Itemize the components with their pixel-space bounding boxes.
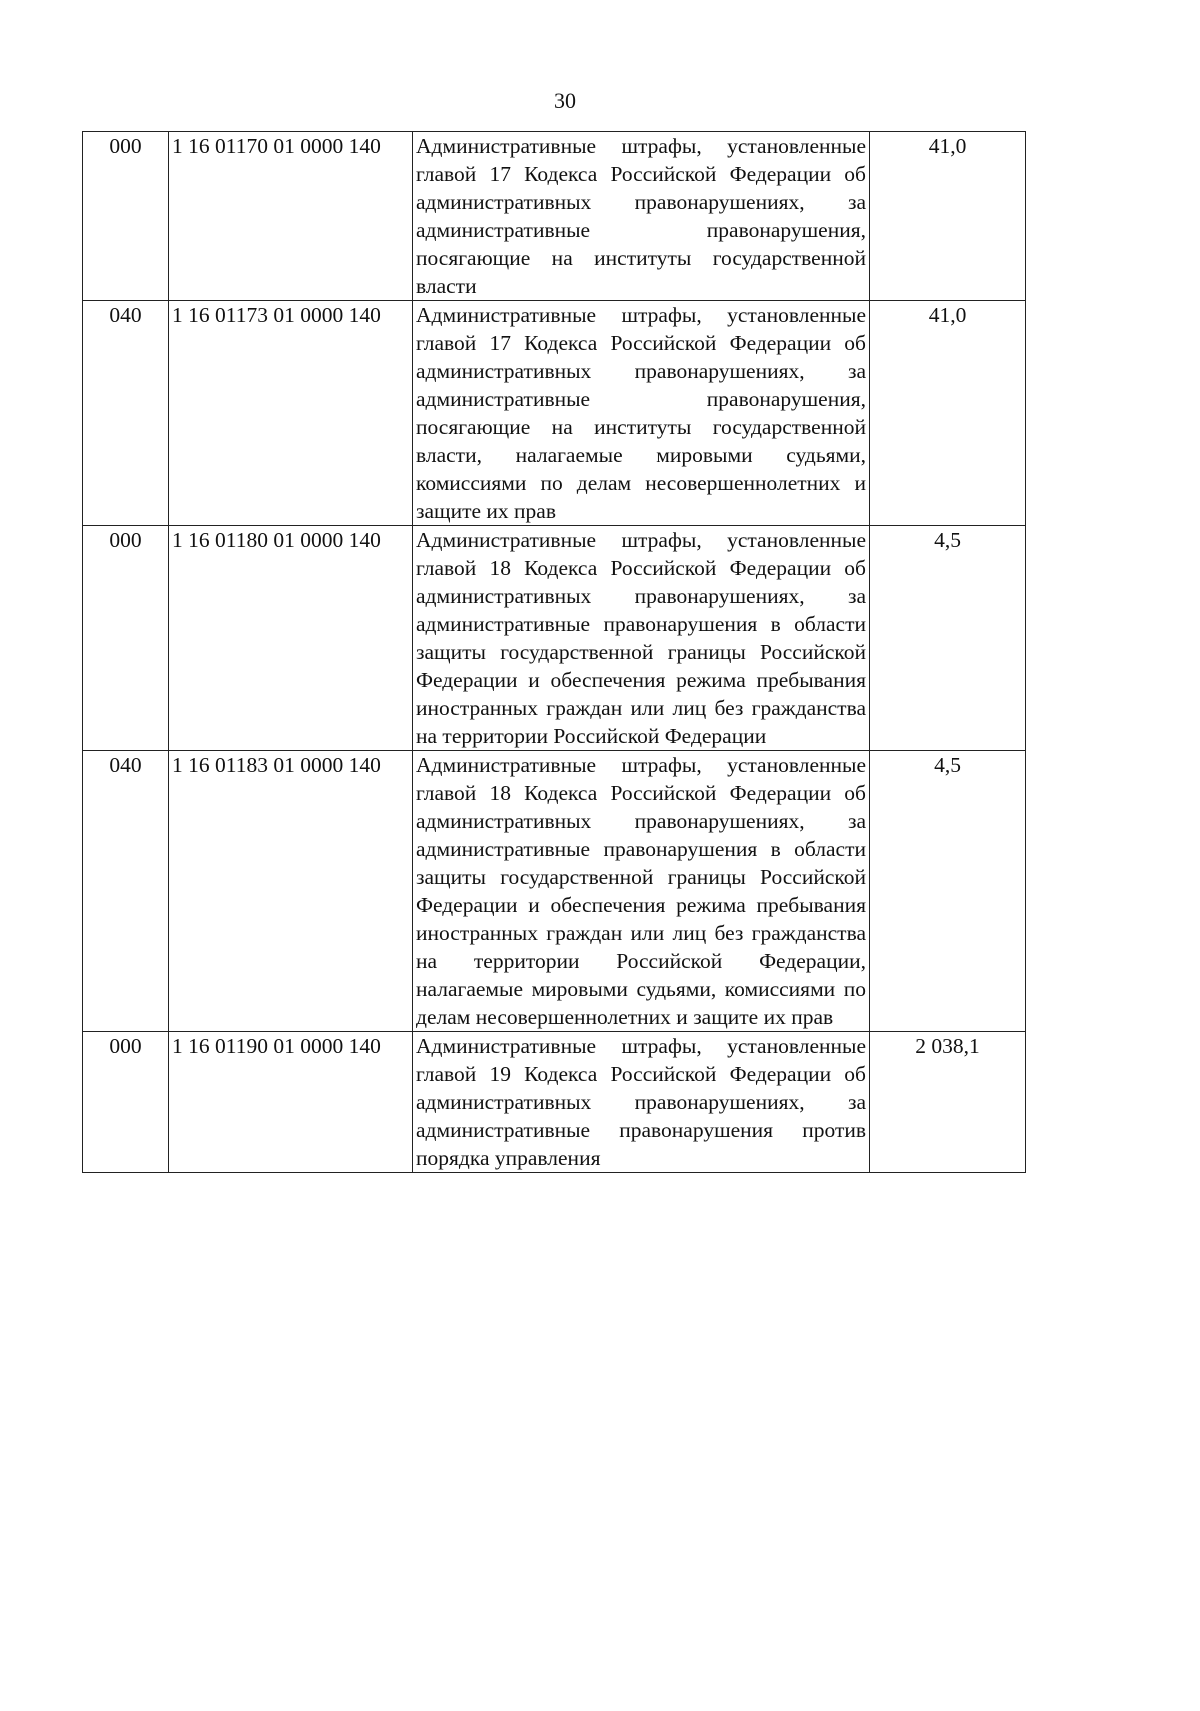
amount-cell: 4,5	[870, 526, 1026, 751]
admin-code-cell: 040	[83, 751, 169, 1032]
kbk-code-cell: 1 16 01183 01 0000 140	[169, 751, 413, 1032]
amount-cell: 41,0	[870, 301, 1026, 526]
description-cell: Административные штрафы, установленные главой 18 Кодекса Российской Федерации об административных правонарушениях, за административные правонарушения в области защиты государственной границы Российской Федерации и обеспечения режима пребывания иностранных граждан или лиц без гражданства на территории Российской Федерации, налагаемые мировыми судьями, комиссиями по делам несовершеннолетних и защите их прав	[413, 751, 870, 1032]
kbk-code-cell: 1 16 01180 01 0000 140	[169, 526, 413, 751]
amount-cell: 4,5	[870, 751, 1026, 1032]
budget-table-body	[83, 132, 1026, 1173]
admin-code-cell: 000	[83, 526, 169, 751]
kbk-code-cell: 1 16 01170 01 0000 140	[169, 132, 413, 301]
table-row	[83, 301, 1026, 526]
admin-code-cell: 000	[83, 1032, 169, 1173]
page-number: 30	[554, 88, 576, 113]
description-cell: Административные штрафы, установленные главой 17 Кодекса Российской Федерации об административных правонарушениях, за административные правонарушения, посягающие на институты государственной власти	[413, 132, 870, 301]
admin-code-cell: 000	[83, 132, 169, 301]
kbk-code-cell: 1 16 01173 01 0000 140	[169, 301, 413, 526]
budget-table	[82, 131, 1026, 1173]
table-row	[83, 751, 1026, 1032]
description-cell: Административные штрафы, установленные главой 18 Кодекса Российской Федерации об административных правонарушениях, за административные правонарушения в области защиты государственной границы Российской Федерации и обеспечения режима пребывания иностранных граждан или лиц без гражданства на территории Российской Федерации	[413, 526, 870, 751]
amount-cell: 41,0	[870, 132, 1026, 301]
table-row	[83, 526, 1026, 751]
description-cell: Административные штрафы, установленные главой 17 Кодекса Российской Федерации об административных правонарушениях, за административные правонарушения, посягающие на институты государственной власти, налагаемые мировыми судьями, комиссиями по делам несовершеннолетних и защите их прав	[413, 301, 870, 526]
table-row	[83, 1032, 1026, 1173]
description-cell: Административные штрафы, установленные главой 19 Кодекса Российской Федерации об административных правонарушениях, за административные правонарушения против порядка управления	[413, 1032, 870, 1173]
admin-code-cell: 040	[83, 301, 169, 526]
amount-cell: 2 038,1	[870, 1032, 1026, 1173]
kbk-code-cell: 1 16 01190 01 0000 140	[169, 1032, 413, 1173]
table-row	[83, 132, 1026, 301]
